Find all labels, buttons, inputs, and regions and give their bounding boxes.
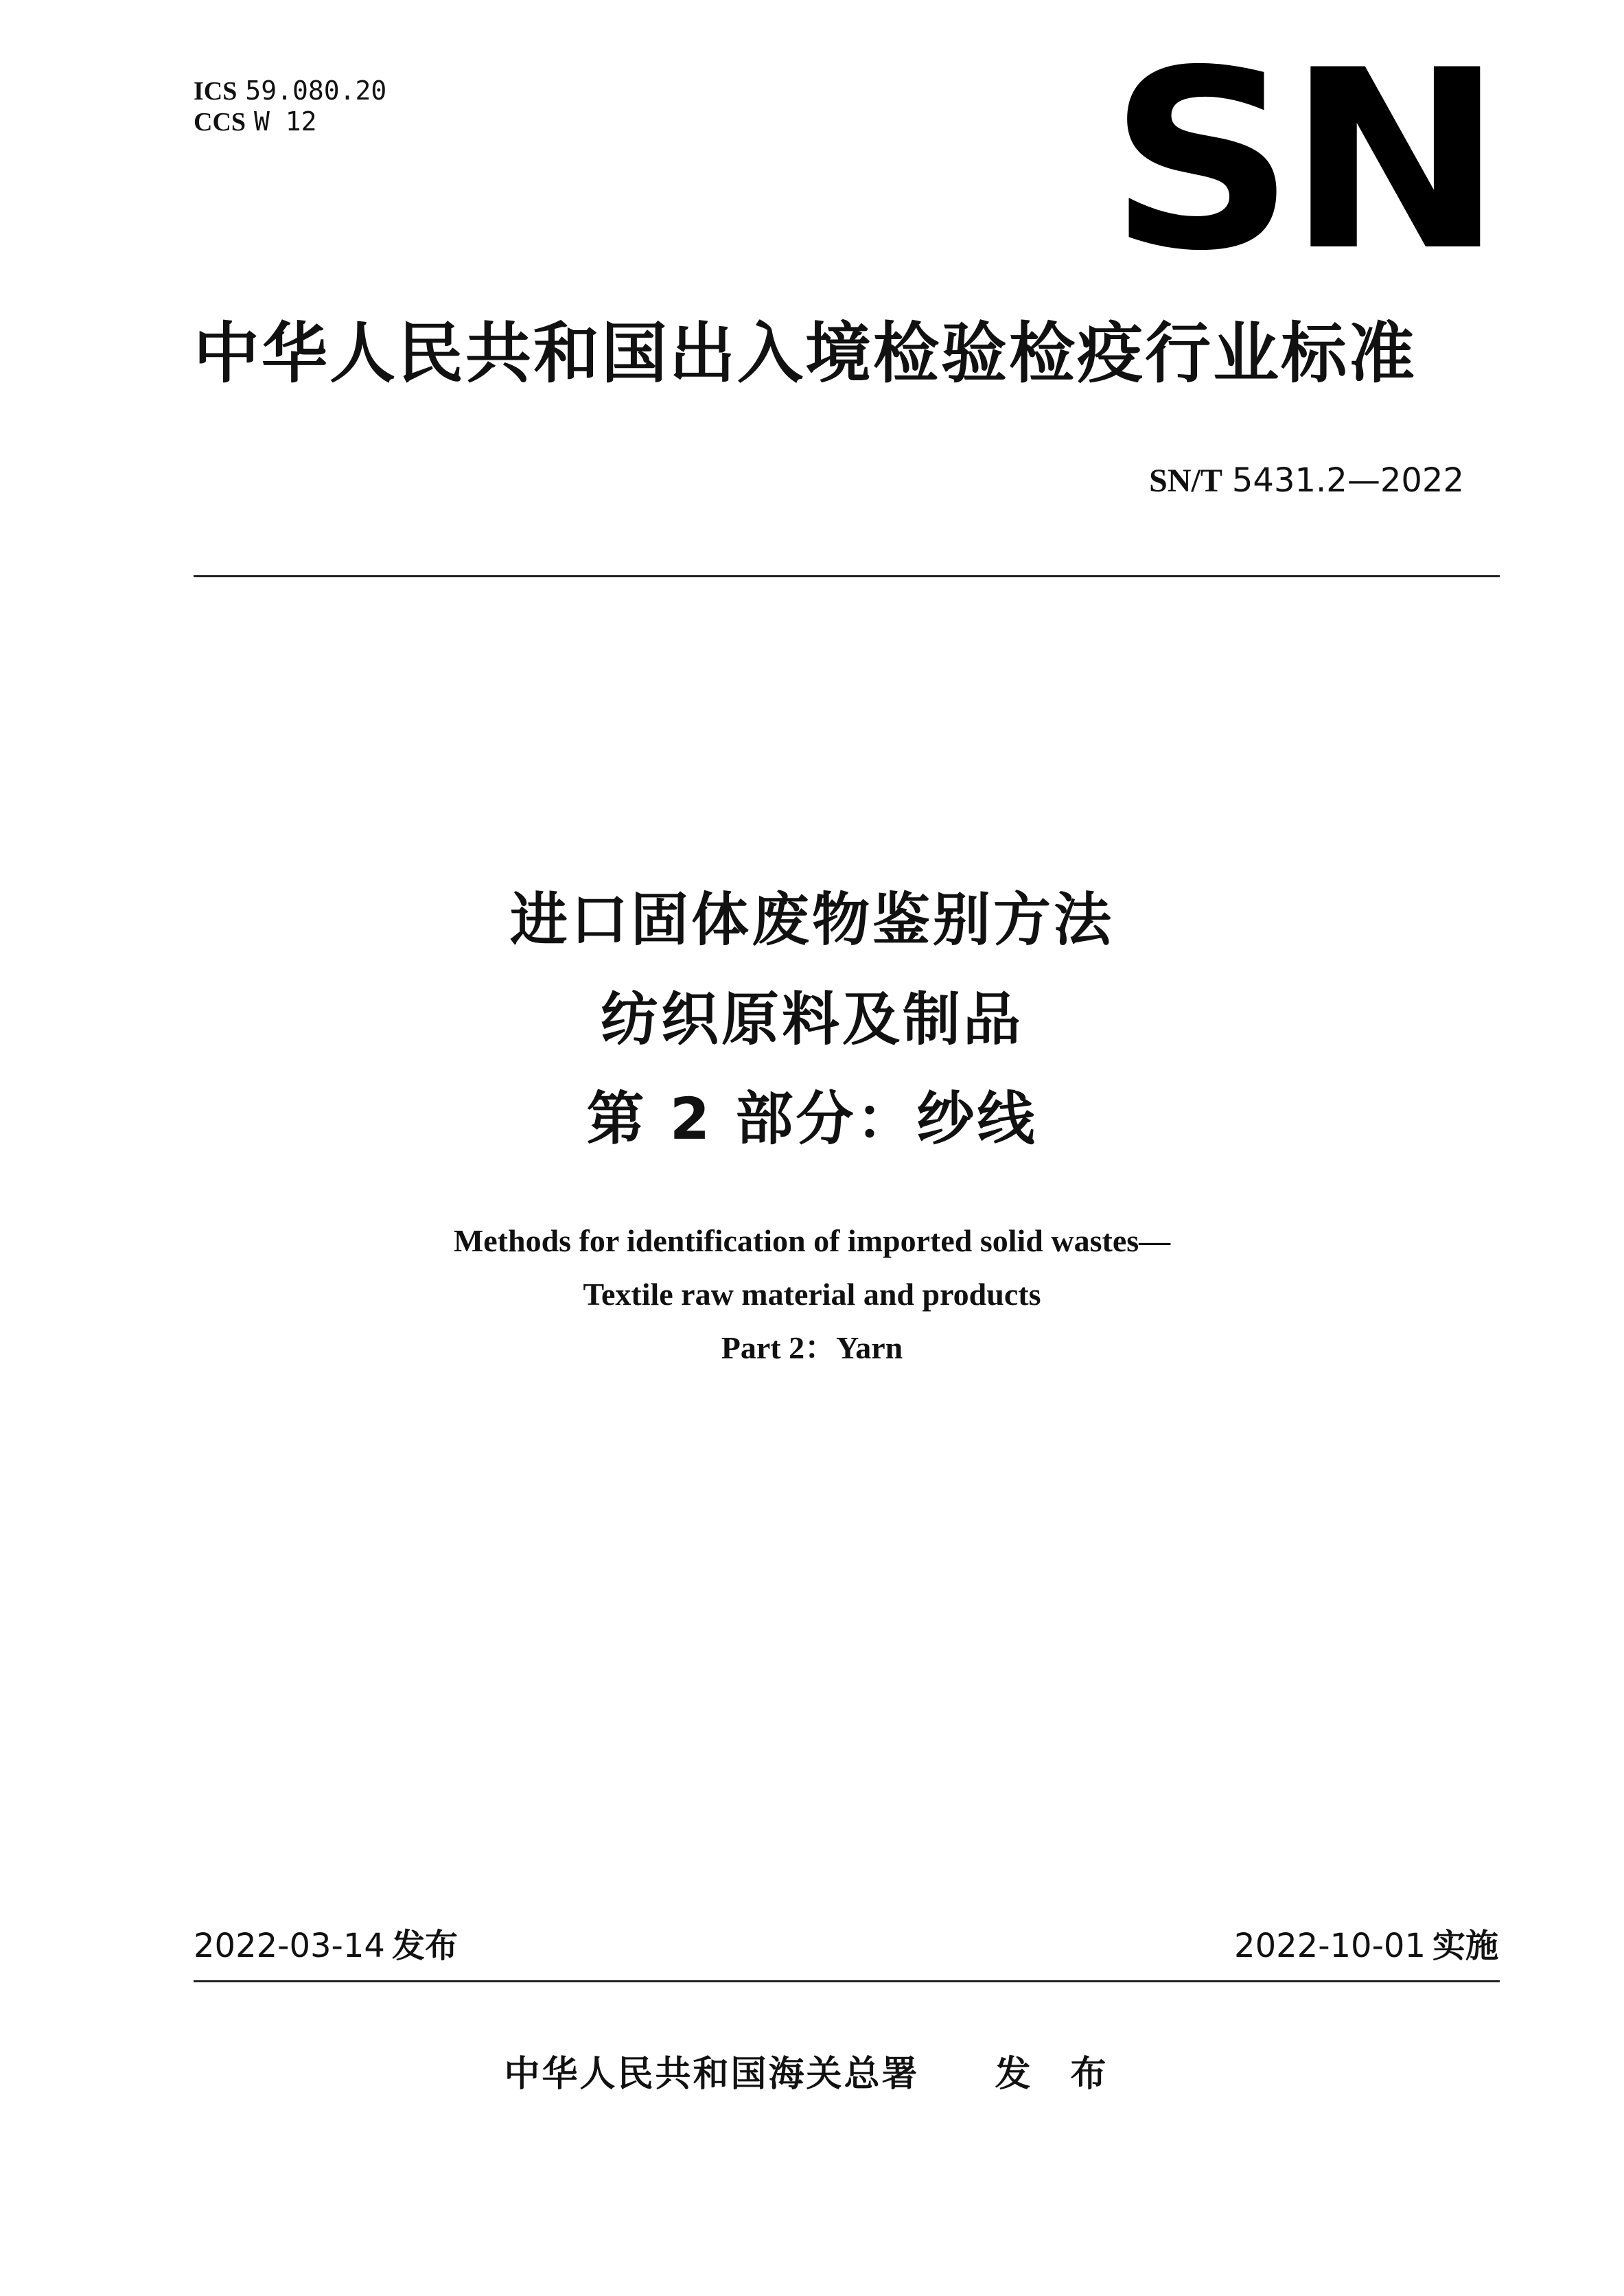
implement-date-value: 2022-10-01	[1234, 1927, 1426, 1965]
standard-prefix: SN/T	[1149, 463, 1222, 499]
publisher	[0, 2052, 1624, 2096]
ccs-line	[194, 106, 386, 137]
publish-date	[194, 1925, 458, 1967]
ics-label: ICS	[194, 77, 237, 106]
footer-divider	[194, 1980, 1500, 1982]
title-cn-line-3: 第 2 部分：纱线	[586, 1085, 1038, 1152]
title-cn-line-1: 进口固体废物鉴别方法	[509, 886, 1114, 953]
standard-code: 5431.2—2022	[1231, 461, 1464, 500]
ics-code: 59.080.20	[245, 76, 387, 106]
publisher-name: 中华人民共和国海关总署	[504, 2054, 920, 2095]
sn-logo: SN	[1109, 17, 1496, 305]
header-divider	[194, 575, 1500, 577]
publisher-verb: 发 布	[995, 2054, 1120, 2095]
implement-verb: 实施	[1432, 1927, 1498, 1965]
standard-number	[1149, 460, 1464, 502]
ics-line	[194, 76, 386, 106]
issuer-title: 中华人民共和国出入境检验检疫行业标准	[194, 315, 1417, 392]
title-en-line-1: Methods for identification of imported solid wastes—	[453, 1223, 1171, 1258]
publish-date-value: 2022-03-14	[194, 1927, 385, 1965]
title-en-line-3: Part 2：Yarn	[721, 1330, 903, 1365]
title-cn-line-2: 纺织原料及制品	[600, 986, 1023, 1053]
title-en-line-2: Textile raw material and products	[583, 1277, 1041, 1312]
ccs-code: W 12	[254, 106, 317, 137]
classification-codes	[194, 76, 386, 137]
implement-date	[1234, 1925, 1498, 1967]
publish-verb: 发布	[391, 1927, 458, 1965]
ccs-label: CCS	[194, 108, 246, 137]
